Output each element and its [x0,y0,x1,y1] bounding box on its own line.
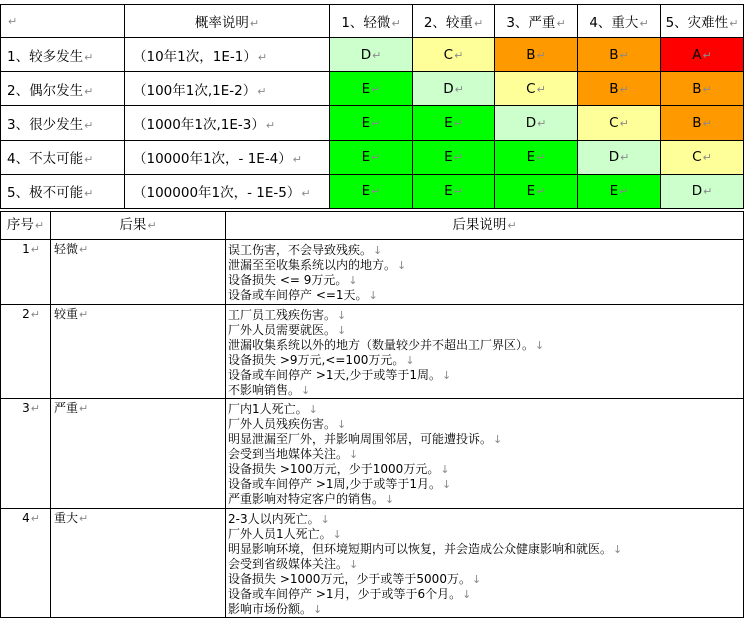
risk-rating-cell: E↵ [413,174,495,208]
probability-row [1,106,744,140]
description-line: 明显影响环境，但环境短期内可以恢复，并会造成公众健康影响和就医。↓ [228,542,623,556]
risk-rating-cell: E↵ [413,106,495,140]
probability-description: （10年1次，1E-1）↵ [125,38,330,72]
description-line: 设备损失 >9万元,<=100万元。↓ [228,353,415,367]
risk-rating-cell: B↵ [661,106,744,140]
description-line: 严重影响对特定客户的销售。↓ [228,492,395,506]
consequence-description [226,509,744,618]
corner-cell: ↵ [1,5,125,38]
row-number: 3↵ [1,399,51,509]
description-line: 影响市场份额。↓ [228,602,323,616]
risk-rating-cell: D↵ [413,72,495,106]
risk-matrix-table [0,4,744,209]
probability-description: （1000年1次,1E-3）↵ [125,106,330,140]
probability-description: （10000年1次，- 1E-4）↵ [125,140,330,174]
risk-rating-cell: E↵ [413,140,495,174]
description-line: 误工伤害，不会导致残疾。↓ [228,243,383,257]
probability-level: 3、很少发生↵ [1,106,125,140]
risk-rating-cell: B↵ [495,38,578,72]
risk-rating-cell: C↵ [495,72,578,106]
consequence-level: 重大↵ [51,509,226,618]
description-line: 厂内1人死亡。↓ [228,402,318,416]
row-number: 2↵ [1,305,51,399]
probability-description-header: 概率说明↵ [125,5,330,38]
consequence-level: 轻微↵ [51,240,226,305]
description-line: 设备或车间停产 <=1天。↓ [228,288,378,302]
risk-rating-cell: B↵ [578,72,661,106]
risk-rating-cell: B↵ [578,38,661,72]
row-number: 4↵ [1,509,51,618]
description-line: 泄漏至至收集系统以内的地方。↓ [228,258,407,272]
severity-header: 2、较重↵ [413,5,495,38]
description-line: 不影响销售。↓ [228,383,311,397]
consequence-description [226,305,744,399]
probability-row [1,38,744,72]
risk-rating-cell: B↵ [661,72,744,106]
consequence-level: 严重↵ [51,399,226,509]
probability-row [1,174,744,208]
risk-rating-cell: D↵ [661,174,744,208]
risk-rating-cell: C↵ [661,140,744,174]
risk-rating-cell: C↵ [578,106,661,140]
probability-level: 4、不太可能↵ [1,140,125,174]
severity-header: 3、严重↵ [495,5,578,38]
risk-rating-cell: E↵ [495,140,578,174]
risk-rating-cell: D↵ [495,106,578,140]
risk-rating-cell: D↵ [578,140,661,174]
severity-header: 1、轻微↵ [330,5,413,38]
probability-row [1,140,744,174]
description-line: 设备或车间停产 >1周,少于或等于1月。↓ [228,477,452,491]
consequence-table [0,211,744,618]
risk-matrix-header-row [1,5,744,38]
risk-rating-cell: E↵ [330,140,413,174]
risk-rating-cell: E↵ [330,106,413,140]
description-line: 工厂员工残疾伤害。↓ [228,308,347,322]
description-line: 设备损失 >1000万元，少于或等于5000万。↓ [228,572,482,586]
consequence-header: 后果↵ [51,212,226,240]
risk-rating-cell: E↵ [330,72,413,106]
risk-rating-cell: E↵ [330,174,413,208]
probability-row [1,72,744,106]
consequence-row [1,305,744,399]
row-number: 1↵ [1,240,51,305]
description-line: 设备损失 >100万元，少于1000万元。↓ [228,462,450,476]
description-line: 2-3人以内死亡。↓ [228,512,330,526]
consequence-description [226,399,744,509]
consequence-description-header: 后果说明↵ [226,212,744,240]
risk-rating-cell: A↵ [661,38,744,72]
description-line: 设备损失 <= 9万元。↓ [228,273,358,287]
consequence-row [1,399,744,509]
description-line: 设备或车间停产 >1天,少于或等于1周。↓ [228,368,452,382]
consequence-row [1,509,744,618]
description-line: 设备或车间停产 >1月，少于或等于6个月。↓ [228,587,472,601]
probability-level: 2、偶尔发生↵ [1,72,125,106]
consequence-row [1,240,744,305]
description-line: 泄漏收集系统以外的地方（数量较少并不超出工厂界区）。↓ [228,338,545,352]
probability-description: （100000年1次，- 1E-5）↵ [125,174,330,208]
probability-level: 5、极不可能↵ [1,174,125,208]
description-line: 明显泄漏至厂外，并影响周围邻居，可能遭投诉。↓ [228,432,503,446]
consequence-header-row [1,212,744,240]
severity-header: 5、灾难性↵ [661,5,744,38]
risk-rating-cell: D↵ [330,38,413,72]
risk-rating-cell: C↵ [413,38,495,72]
severity-header: 4、重大↵ [578,5,661,38]
description-line: 厂外人员需要就医。↓ [228,323,347,337]
description-line: 厂外人员残疾伤害。↓ [228,417,347,431]
risk-rating-cell: E↵ [495,174,578,208]
description-line: 会受到省级媒体关注。↓ [228,557,359,571]
probability-description: （100年1次,1E-2）↵ [125,72,330,106]
probability-level: 1、较多发生↵ [1,38,125,72]
consequence-level: 较重↵ [51,305,226,399]
consequence-description [226,240,744,305]
no-header: 序号↵ [1,212,51,240]
description-line: 厂外人员1人死亡。↓ [228,527,342,541]
risk-rating-cell: E↵ [578,174,661,208]
description-line: 会受到当地媒体关注。↓ [228,447,359,461]
